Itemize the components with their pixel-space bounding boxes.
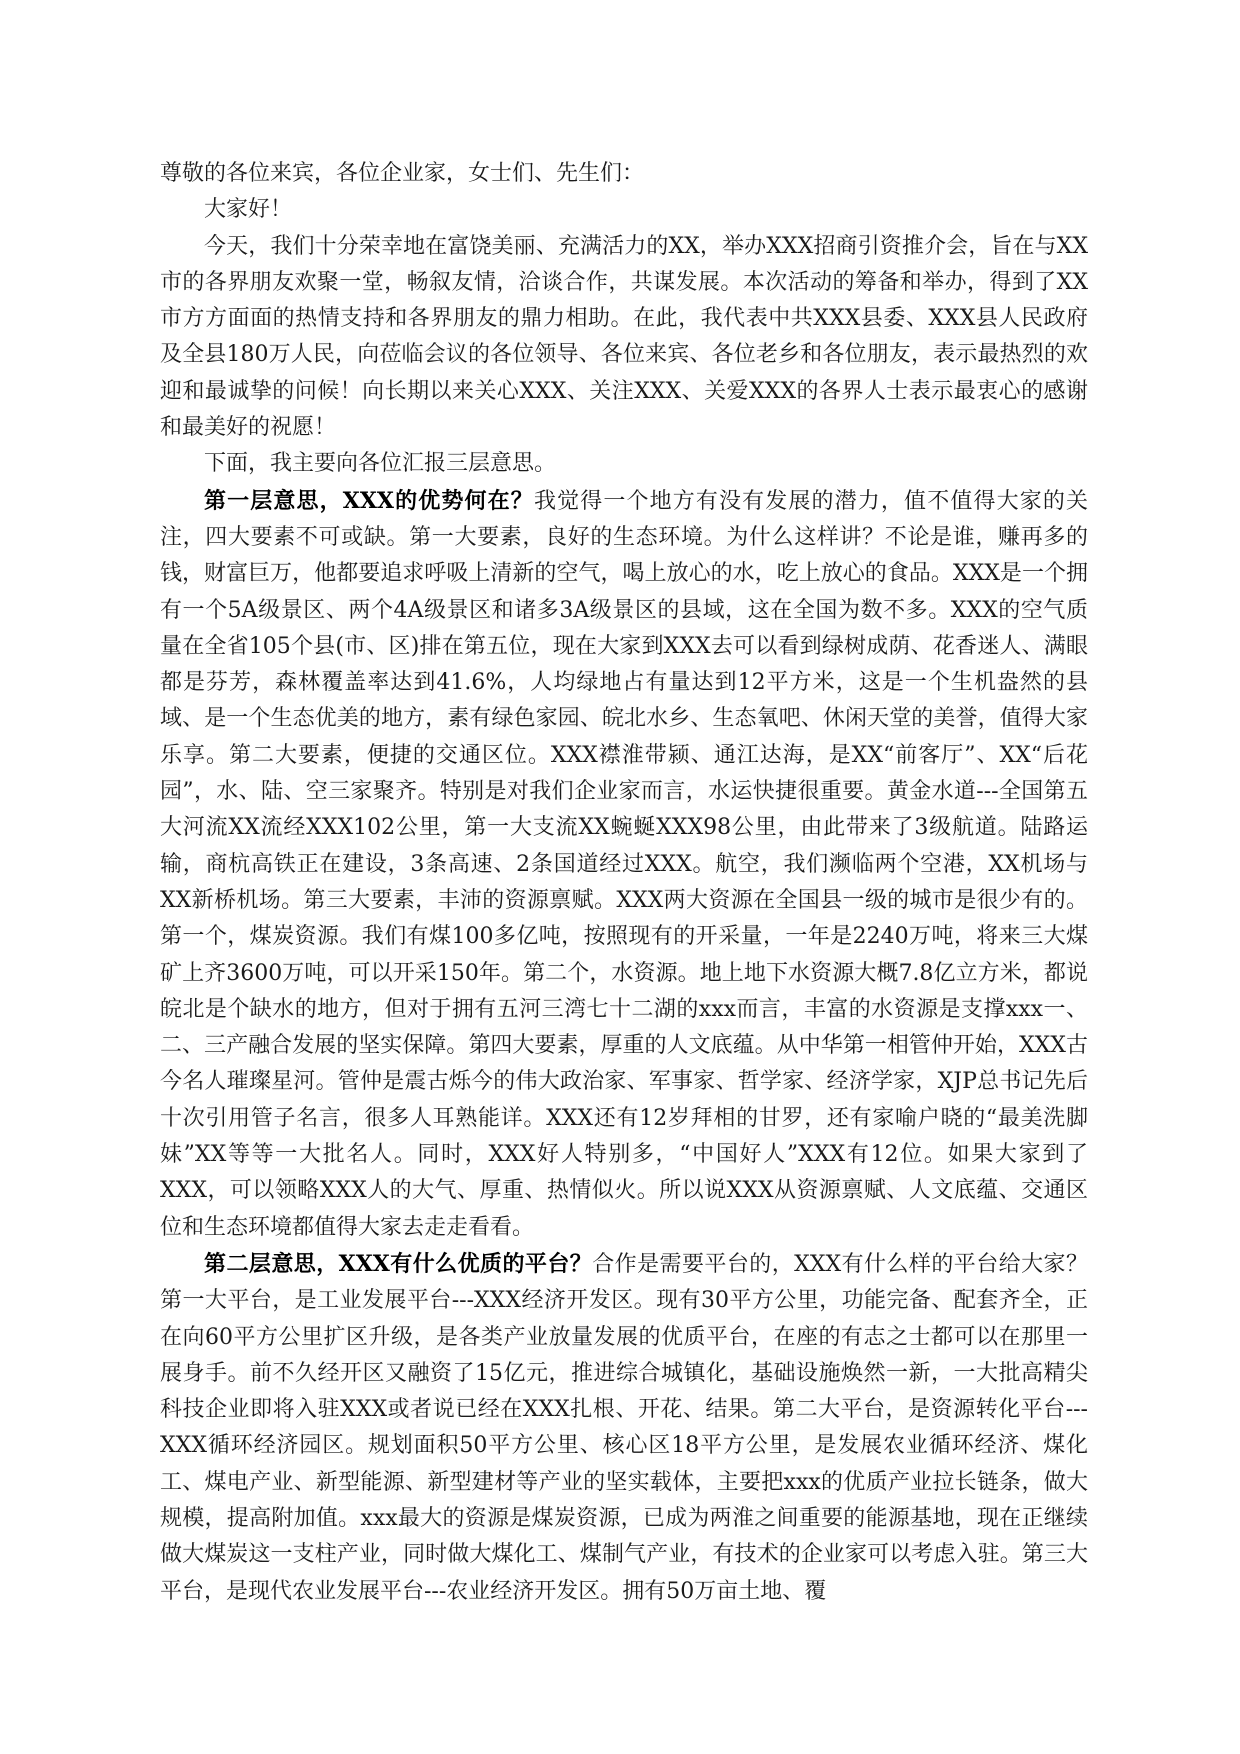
section2-paragraph	[160, 1246, 1088, 1610]
greeting: 大家好！	[204, 197, 293, 223]
section1-heading: 第一层意思，XXX的优势何在？	[204, 487, 534, 514]
section2-heading: 第二层意思，XXX有什么优质的平台？	[204, 1250, 593, 1277]
document-page	[160, 156, 1088, 1610]
section1-body: 我觉得一个地方有没有发展的潜力，值不值得大家的关注，四大要素不可或缺。第一大要素，良好的生态环境。为什么这样讲？不论是谁，赚再多的钱，财富巨万，他都要追求呼吸上清新的空气，喝上放心的水，吃上放心的食品。XXX是一个拥有一个5A级景区、两个4A级景区和诸多3A级景区的县域，这在全国为数不多。XXX的空气质量在全省105个县(市、区)排在第五位，现在大家到XXX去可以看到绿树成荫、花香迷人、满眼都是芬芳，森林覆盖率达到41.6%，人均绿地占有量达到12平方米，这是一个生机盎然的县域、是一个生态优美的地方，素有绿色家园、皖北水乡、生态氧吧、休闲天堂的美誉，值得大家乐享。第二大要素，便捷的交通区位。XXX襟淮带颍、通江达海，是XX“前客厅”、XX“后花园”，水、陆、空三家聚齐。特别是对我们企业家而言，水运快捷很重要。黄金水道---全国第五大河流XX流经XXX102公里，第一大支流XX蜿蜒XXX98公里，由此带来了3级航道。陆路运输，商杭高铁正在建设，3条高速、2条国道经过XXX。航空，我们濒临两个空港，XX机场与XX新桥机场。第三大要素，丰沛的资源禀赋。XXX两大资源在全国县一级的城市是很少有的。第一个，煤炭资源。我们有煤100多亿吨，按照现有的开采量，一年是2240万吨，将来三大煤矿上齐3600万吨，可以开采150年。第二个，水资源。地上地下水资源大概7.8亿立方米，都说皖北是个缺水的地方，但对于拥有五河三湾七十二湖的xxx而言，丰富的水资源是支撑xxx一、二、三产融合发展的坚实保障。第四大要素，厚重的人文底蕴。从中华第一相管仲开始，XXX古今名人璀璨星河。管仲是震古烁今的伟大政治家、军事家、哲学家、经济学家，XJP总书记先后十次引用管子名言，很多人耳熟能详。XXX还有12岁拜相的甘罗，还有家喻户晓的“最美洗脚妹”XX等等一大批名人。同时，XXX好人特别多，“中国好人”XXX有12位。如果大家到了XXX，可以领略XXX人的大气、厚重、热情似火。所以说XXX从资源禀赋、人文底蕴、交通区位和生态环境都值得大家去走走看看。	[160, 488, 1088, 1240]
salutation: 尊敬的各位来宾，各位企业家，女士们、先生们：	[160, 161, 645, 186]
section1-paragraph	[160, 483, 1088, 1246]
transition-paragraph: 下面，我主要向各位汇报三层意思。	[204, 451, 557, 477]
intro-paragraph: 今天，我们十分荣幸地在富饶美丽、充满活力的XX，举办XXX招商引资推介会，旨在与XX市的各界朋友欢聚一堂，畅叙友情，洽谈合作，共谋发展。本次活动的筹备和举办，得到了XX市方方面面的热情支持和各界朋友的鼎力相助。在此，我代表中共XXX县委、XXX县人民政府及全县180万人民，向莅临会议的各位领导、各位来宾、各位老乡和各位朋友，表示最热烈的欢迎和最诚挚的问候！向长期以来关心XXX、关注XXX、关爱XXX的各界人士表示最衷心的感谢和最美好的祝愿！	[160, 233, 1088, 441]
section2-body: 合作是需要平台的，XXX有什么样的平台给大家？第一大平台，是工业发展平台---XXX经济开发区。现有30平方公里，功能完备、配套齐全，正在向60平方公里扩区升级，是各类产业放量发展的优质平台，在座的有志之士都可以在那里一展身手。前不久经开区又融资了15亿元，推进综合城镇化，基础设施焕然一新，一大批高精尖科技企业即将入驻XXX或者说已经在XXX扎根、开花、结果。第二大平台，是资源转化平台---XXX循环经济园区。规划面积50平方公里、核心区18平方公里，是发展农业循环经济、煤化工、煤电产业、新型能源、新型建材等产业的坚实载体，主要把xxx的优质产业拉长链条，做大规模，提高附加值。xxx最大的资源是煤炭资源，已成为两淮之间重要的能源基地，现在正继续做大煤炭这一支柱产业，同时做大煤化工、煤制气产业，有技术的企业家可以考虑入驻。第三大平台，是现代农业发展平台---农业经济开发区。拥有50万亩土地、覆	[160, 1251, 1088, 1604]
